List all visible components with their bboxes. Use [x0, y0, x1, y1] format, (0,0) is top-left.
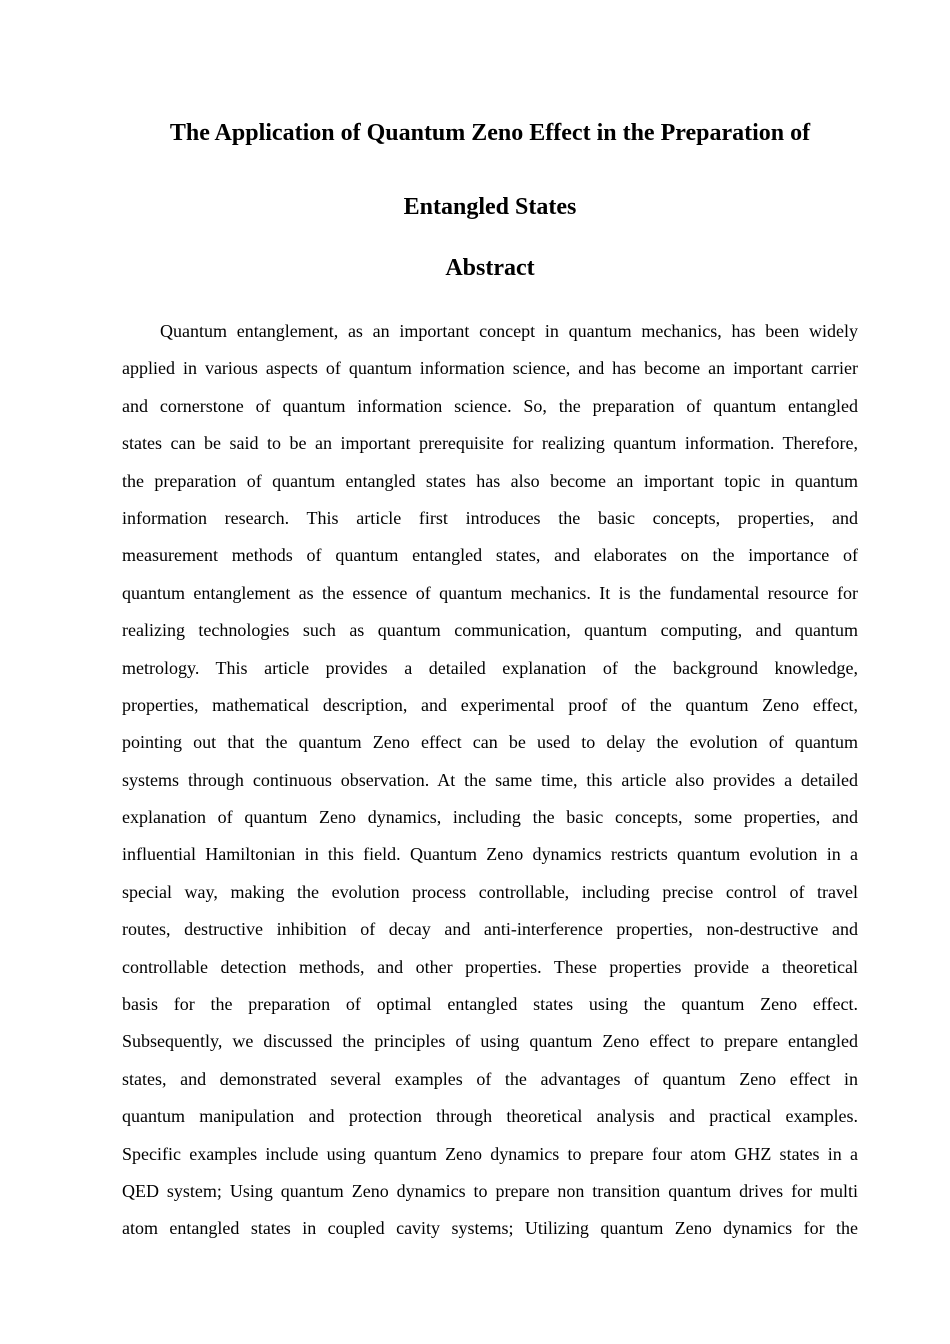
abstract-line: states, and demonstrated several examples of the advantages of quantum Zeno effect in	[122, 1068, 858, 1089]
abstract-line: routes, destructive inhibition of decay and anti-interference properties, non-destructive and	[122, 919, 858, 940]
abstract-line: influential Hamiltonian in this field. Quantum Zeno dynamics restricts quantum evolution in a	[122, 844, 858, 865]
abstract-line: QED system; Using quantum Zeno dynamics to prepare non transition quantum drives for multi	[122, 1180, 858, 1201]
paper-title-line-2: Entangled States	[403, 194, 577, 220]
abstract-line: systems through continuous observation. At the same time, this article also provides a detailed	[122, 769, 858, 790]
abstract-line: Subsequently, we discussed the principles of using quantum Zeno effect to prepare entangled	[122, 1031, 858, 1052]
abstract-heading: Abstract	[445, 255, 535, 281]
abstract-line: special way, making the evolution process controllable, including precise control of travel	[122, 881, 858, 902]
abstract-line: Quantum entanglement, as an important concept in quantum mechanics, has been widely	[160, 321, 858, 341]
abstract-line: pointing out that the quantum Zeno effect can be used to delay the evolution of quantum	[122, 732, 858, 753]
paper-title	[122, 96, 858, 244]
abstract-line: atom entangled states in coupled cavity systems; Utilizing quantum Zeno dynamics for the	[122, 1218, 858, 1239]
abstract-line: quantum manipulation and protection through theoretical analysis and practical examples.	[122, 1106, 858, 1127]
abstract-line: Specific examples include using quantum Zeno dynamics to prepare four atom GHZ states in a	[122, 1143, 858, 1164]
abstract-line: applied in various aspects of quantum information science, and has become an important carrier	[122, 358, 858, 379]
abstract-line: realizing technologies such as quantum communication, quantum computing, and quantum	[122, 620, 858, 641]
abstract-line: states can be said to be an important prerequisite for realizing quantum information. Therefore,	[122, 433, 858, 454]
abstract-line: and cornerstone of quantum information science. So, the preparation of quantum entangled	[122, 395, 858, 416]
abstract-line: the preparation of quantum entangled states has also become an important topic in quantum	[122, 470, 858, 491]
paper-title-line-1: The Application of Quantum Zeno Effect in the Preparation of	[169, 120, 811, 146]
abstract-line: properties, mathematical description, and experimental proof of the quantum Zeno effect,	[122, 694, 858, 715]
abstract-line: measurement methods of quantum entangled states, and elaborates on the importance of	[122, 545, 858, 566]
abstract-line: explanation of quantum Zeno dynamics, including the basic concepts, some properties, and	[122, 807, 858, 828]
abstract-line: information research. This article first introduces the basic concepts, properties, and	[122, 507, 858, 528]
abstract-line: quantum entanglement as the essence of quantum mechanics. It is the fundamental resource for	[122, 582, 858, 603]
abstract-line: metrology. This article provides a detailed explanation of the background knowledge,	[122, 657, 858, 678]
abstract-body	[122, 313, 858, 1248]
abstract-line: basis for the preparation of optimal entangled states using the quantum Zeno effect.	[122, 994, 858, 1015]
abstract-line: controllable detection methods, and other properties. These properties provide a theoretical	[122, 956, 858, 977]
